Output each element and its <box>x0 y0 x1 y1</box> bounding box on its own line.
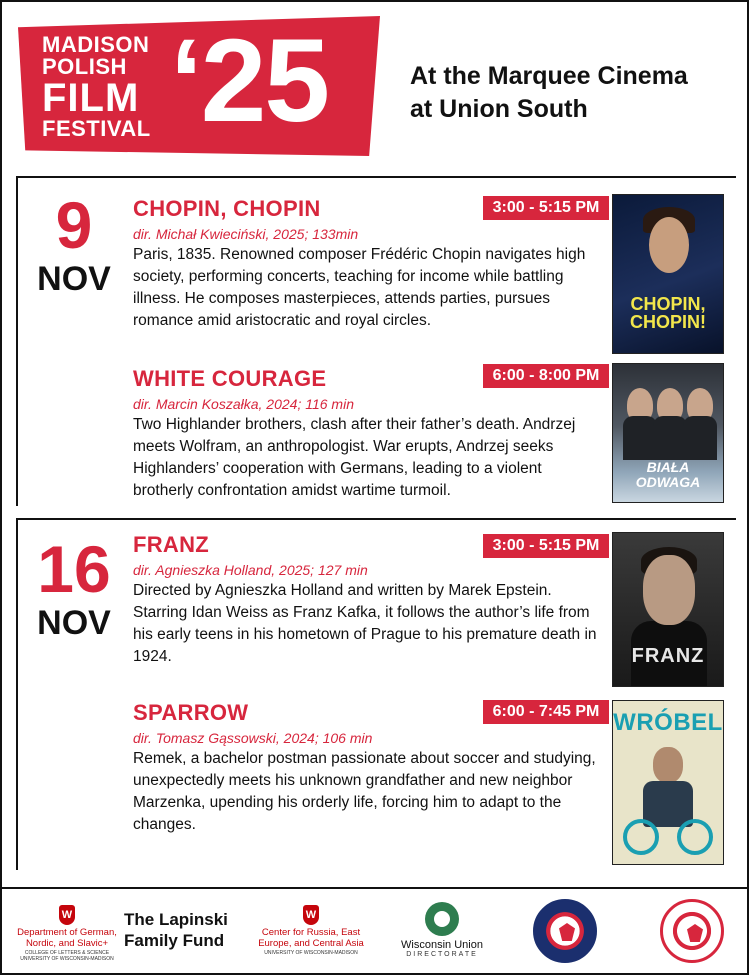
uw-crest-icon: W <box>59 905 75 925</box>
poster-figure-body <box>623 416 657 460</box>
sponsor-name: Center for Russia, East Europe, and Central Asia <box>258 927 364 949</box>
logo-year: ‘25 <box>170 15 329 147</box>
date-month: NOV <box>37 604 111 642</box>
poster-figure-face <box>649 217 689 273</box>
film-description: Directed by Agnieszka Holland and written by Marek Epstein. Starring Idan Weiss as Franz Kafka, it follows the author’s life from his early teens in his hometown of Prague to his premature death in 1924. <box>133 582 597 665</box>
poster-figure-jacket <box>643 781 693 827</box>
poster-figure-head <box>653 747 683 783</box>
poster-title: CHOPIN, CHOPIN! <box>630 294 706 332</box>
poster-sparrow <box>612 700 724 865</box>
uw-crest-icon: W <box>303 905 319 925</box>
sponsor-name: Wisconsin Union <box>401 939 483 951</box>
poster-title: WRÓBEL <box>613 709 723 736</box>
venue-line-1: At the Marquee Cinema <box>410 62 688 90</box>
logo-line-madison: MADISON <box>42 32 150 57</box>
showtime-badge: 6:00 - 8:00 PM <box>483 364 609 388</box>
date-block <box>18 188 130 298</box>
poster-white-courage <box>612 363 724 503</box>
logo-text <box>42 34 151 140</box>
film-description: Remek, a bachelor postman passionate about soccer and studying, unexpectedly meets his unknown grandfather and new neighbor Marzenka, upending his orderly life, forcing him to adapt to the changes. <box>133 750 596 833</box>
sponsor-subtitle: DIRECTORATE <box>406 951 478 958</box>
poster-figure-body <box>653 416 687 460</box>
logo-line-polish: POLISH <box>42 54 127 79</box>
film-director: dir. Marcin Koszałka, 2024; 116 min <box>133 396 354 412</box>
showtime-badge: 6:00 - 7:45 PM <box>483 700 609 724</box>
footer-divider <box>0 887 749 889</box>
film-title: WHITE COURAGE <box>133 366 327 391</box>
sponsor-subtitle: COLLEGE OF LETTERS & SCIENCE UNIVERSITY OF WISCONSIN-MADISON <box>20 949 114 962</box>
poster-title: BIAŁA ODWAGA <box>635 459 701 491</box>
film-director: dir. Agnieszka Holland, 2025; 127 min <box>133 562 368 578</box>
sponsor-name-line-2: Family Fund <box>124 931 225 951</box>
film-title: CHOPIN, CHOPIN <box>133 196 321 221</box>
film-director: dir. Tomasz Gąssowski, 2024; 106 min <box>133 730 373 746</box>
polish-association-seal-icon <box>660 899 724 963</box>
eagle-icon <box>687 924 703 942</box>
poster-title: FRANZ <box>631 645 705 667</box>
date-day: 16 <box>37 532 111 606</box>
wisconsin-union-logo-icon <box>425 902 459 936</box>
bicycle-wheel-icon <box>677 819 713 855</box>
sponsor-subtitle: UNIVERSITY OF WISCONSIN-MADISON <box>264 949 358 956</box>
date-block <box>18 532 130 642</box>
sponsor-wisconsin-union <box>392 902 492 958</box>
logo-line-film: FILM <box>42 76 140 120</box>
sponsor-lapinski-family-fund <box>124 909 250 952</box>
film-title: FRANZ <box>133 532 210 557</box>
sponsor-name: Department of German, Nordic, and Slavic+ <box>17 927 117 949</box>
film-title: SPARROW <box>133 700 249 725</box>
poster-figure-body <box>683 416 717 460</box>
venue <box>410 60 688 126</box>
eagle-icon <box>559 923 575 941</box>
venue-line-2: at Union South <box>410 95 588 123</box>
film-description: Paris, 1835. Renowned composer Frédéric Chopin navigates high society, performing concerts, teaching for income while battling illness. He composes masterpieces, attends parties, pursues romance amid aristocratic and royal circles. <box>133 246 586 329</box>
date-day: 9 <box>55 188 93 262</box>
bicycle-wheel-icon <box>623 819 659 855</box>
poster-figure-head <box>643 555 695 625</box>
polish-eagle-seal-icon <box>533 899 597 963</box>
sponsor-dept-german-nordic-slavic <box>14 905 120 962</box>
showtime-badge: 3:00 - 5:15 PM <box>483 196 609 220</box>
sponsor-name-line-1: The Lapinski <box>124 910 228 929</box>
poster-chopin <box>612 194 724 354</box>
sponsor-creeca <box>256 905 366 956</box>
film-description: Two Highlander brothers, clash after their father’s death. Andrzej meets Wolfram, an anthropologist. War erupts, Andrzej seeks Highlanders’ cooperation with Germans, leading to a violent brotherly confrontation amidst wartime turmoil. <box>133 416 576 499</box>
date-month: NOV <box>37 260 111 298</box>
poster-franz <box>612 532 724 687</box>
logo-line-festival: FESTIVAL <box>42 116 151 141</box>
showtime-badge: 3:00 - 5:15 PM <box>483 534 609 558</box>
film-director: dir. Michał Kwieciński, 2025; 133min <box>133 226 359 242</box>
